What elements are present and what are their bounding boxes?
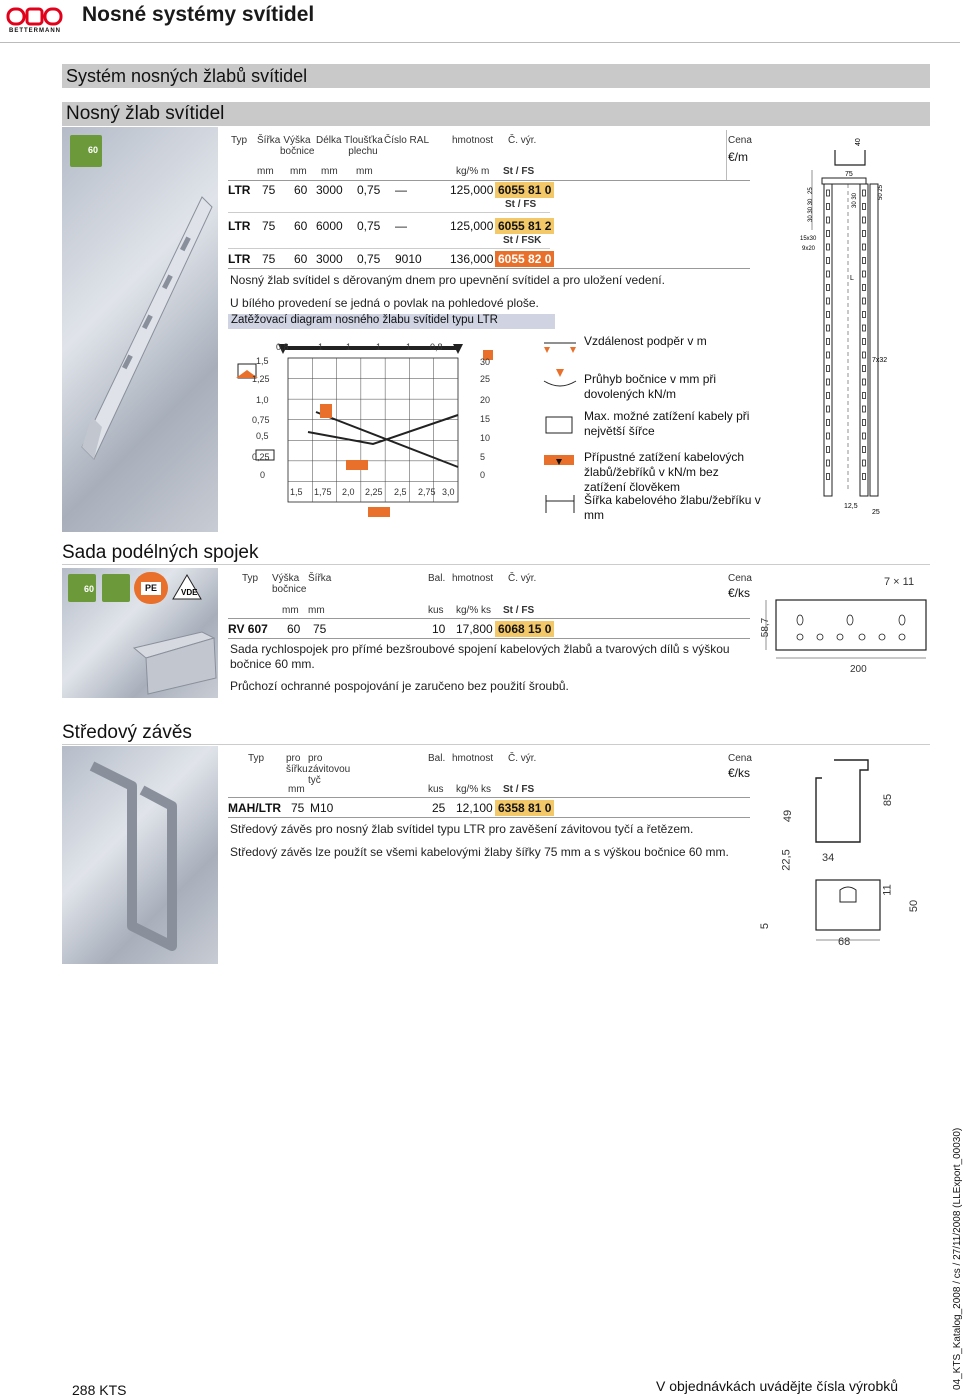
top-tick: 1 [406,342,412,352]
legend-max-load: Max. možné zatížení kabely při největší šířce [584,409,750,438]
svg-text:L: L [850,275,854,282]
header-divider [0,42,960,43]
svg-text:15x30: 15x30 [800,236,817,242]
obo-logo [6,6,64,36]
left-tick: 1,0 [256,395,269,405]
col-typ: Typ [242,573,259,584]
unit-mm: mm [282,605,299,616]
col-cena: Cena [728,573,752,584]
dim-68: 68 [838,936,851,948]
legend-icons [542,333,578,523]
vde-icon [172,574,202,600]
col-sirka: Šířka [308,573,332,584]
row-divider [228,212,550,213]
bottom-tick: 3,0 [442,487,455,497]
legend-width: Šířka kabelového žlabu/žebříku v mm [584,493,761,522]
s3-desc-2: Středový závěs lze použít se všemi kabelovými žlaby šířky 75 mm a s výškou bočnice 60 mm. [230,845,729,859]
right-tick: 20 [480,395,491,405]
unit-price: €/ks [728,766,751,780]
col-ral: Číslo RAL [384,135,430,146]
col-divider [726,130,727,180]
table-rule [228,180,750,181]
unit-kus: kus [428,784,444,795]
table-rule [228,268,750,269]
page-number: 288 KTS [72,1382,127,1398]
svg-text:75: 75 [845,171,853,178]
bottom-tick: 1,75 [314,487,332,497]
article-number: 6068 15 0 [495,621,554,637]
footer-note: V objednávkách uvádějte čísla výrobků [656,1378,899,1394]
article-number: 6055 82 0 [495,251,554,267]
page-title: Nosné systémy svítidel [82,3,315,26]
svg-text:50 25: 50 25 [878,184,884,200]
dim-5: 5 [759,922,772,930]
hand-icon [102,574,130,602]
bottom-tick: 2,5 [394,487,407,497]
dim-22-5: 22,5 [780,849,793,871]
dim-50: 50 [908,899,921,913]
left-tick: 0,25 [252,452,270,462]
diagram-title: Zatěžovací diagram nosného žlabu svítidel typu LTR [228,314,555,329]
dim-85: 85 [882,793,895,807]
right-tick: 5 [480,452,486,462]
right-tick: 10 [480,433,491,443]
s3-desc-1: Středový závěs pro nosný žlab svítidel typu LTR pro zavěšení závitovou tyčí a řetězem. [230,822,694,836]
svg-text:9x20: 9x20 [802,246,816,252]
col-hmotnost: hmotnost [452,753,494,764]
col-sirka: Šířka [257,135,281,146]
s3-title: Středový závěs [62,722,192,743]
dim-height: 58,7 [760,617,772,638]
col-cislo: Č. výr. [508,135,537,146]
s1-desc-2: U bílého provedení se jedná o povlak na pohledové ploše. [230,296,539,310]
rv607-drawing [756,570,930,680]
product-photo-mah [62,746,218,964]
badge-60: 60 [70,135,102,167]
col-cislo: Č. výr. [508,753,537,764]
brand-sub: BETTERMANN [9,28,61,34]
unit-material: St / FS [503,784,535,795]
unit-kus: kus [428,605,444,616]
right-tick: 0 [480,470,486,480]
col-cislo: Č. výr. [508,573,537,584]
svg-text:30 30: 30 30 [852,192,858,208]
dim-34: 34 [822,852,835,864]
unit-price: €/ks [728,586,751,600]
col-bal: Bal. [428,753,446,764]
left-tick: 0 [260,470,266,480]
unit-mm: mm [321,166,338,177]
row-divider [228,248,550,249]
right-tick: 15 [480,414,491,424]
top-tick: 1 [346,342,352,352]
unit-kg: kg/% ks [456,784,492,795]
s2-title: Sada podélných spojek [62,542,259,563]
mah-drawing [756,750,930,960]
table-rule [228,638,750,639]
col-typ: Typ [231,135,248,146]
unit-mm: mm [308,605,325,616]
col-tloustka: Tloušťka plechu [344,135,383,157]
top-tick: 0,8 [430,342,443,352]
s1-title: Nosný žlab svítidel [62,102,930,126]
s2-desc-2: Průchozí ochranné pospojování je zaručeno bez použití šroubů. [230,679,569,693]
dim-holes: 7 × 11 [884,576,915,588]
svg-text:30 30 30: 30 30 30 [808,198,814,222]
svg-text:7x32: 7x32 [872,357,888,364]
col-vyska: Výška bočnice [280,135,315,157]
unit-material: St / FS [503,605,535,616]
right-tick: 25 [480,374,491,384]
svg-text:12,5: 12,5 [844,503,858,510]
col-delka: Délka [316,135,342,146]
col-bal: Bal. [428,573,446,584]
left-tick: 1,5 [256,356,269,366]
article-number: 6055 81 0 [495,182,554,198]
unit-price: €/m [728,150,749,164]
svg-text:25: 25 [808,187,814,194]
badge-60: 60 [68,574,96,602]
col-vyska: Výška bočnice [272,573,307,595]
unit-kg: kg/% m [456,166,490,177]
dim-11: 11 [881,884,894,896]
legend-deflection: Průhyb bočnice v mm při dovolených kN/m [584,372,717,401]
bottom-tick: 2,0 [342,487,355,497]
top-tick: 0,8 [276,342,289,352]
legend-allowed-load: Přípustné zatížení kabelových žlabů/žebříků v kN/m bez zatížení člověkem [584,450,745,494]
product-photo-rv607 [62,568,218,698]
section-divider [62,564,930,565]
col-sirka: pro šířku [286,753,308,775]
bottom-tick: 1,5 [290,487,303,497]
unit-mm: mm [288,784,305,795]
load-diagram [228,332,548,532]
dim-49: 49 [782,809,795,823]
top-tick: 1 [318,342,324,352]
top-tick: 1 [376,342,382,352]
left-tick: 0,75 [252,415,270,425]
pe-seal-icon: PE [134,572,168,604]
s1-desc-1: Nosný žlab svítidel s děrovaným dnem pro upevnění svítidel a pro uložení vedení. [230,273,665,287]
left-tick: 0,5 [256,431,269,441]
svg-text:VDE: VDE [181,588,198,597]
unit-mm: mm [290,166,307,177]
section-bar: Systém nosných žlabů svítidel [62,64,930,88]
svg-text:25: 25 [872,509,880,516]
unit-mm: mm [356,166,373,177]
s2-desc-1: Sada rychlospojek pro přímé bezšroubové spojení kabelových žlabů a tvarových dílů s výškou bočnice 60 mm. [230,642,730,671]
col-hmotnost: hmotnost [452,135,494,146]
col-typ: Typ [248,753,265,764]
col-cena: Cena [728,135,752,146]
article-number: 6055 81 2 [495,218,554,234]
article-number: 6358 81 0 [495,800,554,816]
table-rule [228,817,750,818]
unit-mm: mm [257,166,274,177]
bottom-tick: 2,25 [365,487,383,497]
ltr-drawing [790,130,930,530]
product-photo-ltr [62,127,218,532]
col-hmotnost: hmotnost [452,573,494,584]
col-tyc: pro závitovou tyč [308,753,351,786]
col-cena: Cena [728,753,752,764]
right-tick: 30 [480,357,491,367]
legend-span: Vzdálenost podpěr v m [584,334,707,348]
unit-kg: kg/% ks [456,605,492,616]
left-tick: 1,25 [252,374,270,384]
table-rule [228,618,750,619]
dim-length: 200 [850,664,867,675]
section-divider [62,744,930,745]
bottom-tick: 2,75 [418,487,436,497]
side-note: 04_KTS_Katalog_2008 / cs / 27/11/2008 (LLExport_00030) [952,1127,963,1390]
svg-text:40: 40 [855,138,862,146]
table-rule [228,797,750,798]
unit-material: St / FS [503,166,535,177]
